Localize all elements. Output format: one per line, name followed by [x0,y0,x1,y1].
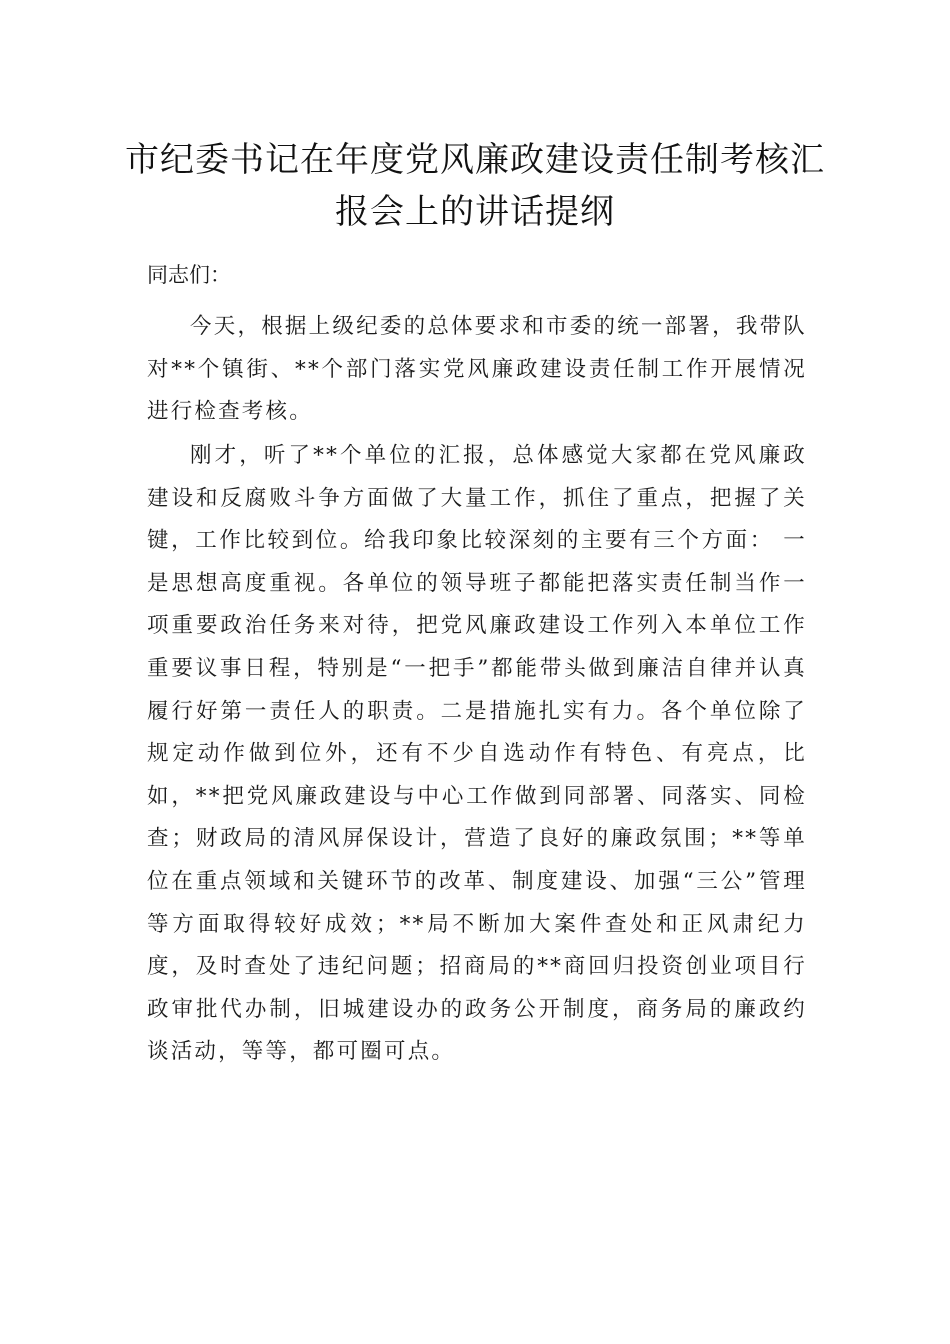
paragraph-2: 刚才，听了**个单位的汇报，总体感觉大家都在党风廉政建设和反腐败斗争方面做了大量工作，抓住了重点，把握了关键，工作比较到位。给我印象比较深刻的主要有三个方面： 一是思想高度重视。各单位的领导班子都能把落实责任制当作一项重要政治任务来对待，把党风廉政建设工作列入本单位工作重要议事日程，特别是“一把手”都能带头做到廉洁自律并认真履行好第一责任人的职责。二是措施扎实有力。各个单位除了规定动作做到位外，还有不少自选动作有特色、有亮点，比如，**把党风廉政建设与中心工作做到同部署、同落实、同检查；财政局的清风屏保设计，营造了良好的廉政氛围；**等单位在重点领域和关键环节的改革、制度建设、加强“三公”管理等方面取得较好成效；**局不断加大案件查处和正风肃纪力度，及时查处了违纪问题；招商局的**商回归投资创业项目行政审批代办制，旧城建设办的政务公开制度，商务局的廉政约谈活动，等等，都可圈可点。 [147,443,807,1065]
document-title: 市纪委书记在年度党风廉政建设责任制考核汇报会上的讲话提纲 [125,140,825,232]
salutation: 同志们： [147,263,231,287]
paragraph-1: 今天，根据上级纪委的总体要求和市委的统一部署，我带队对**个镇街、**个部门落实党风廉政建设责任制工作开展情况进行检查考核。 [147,314,807,425]
